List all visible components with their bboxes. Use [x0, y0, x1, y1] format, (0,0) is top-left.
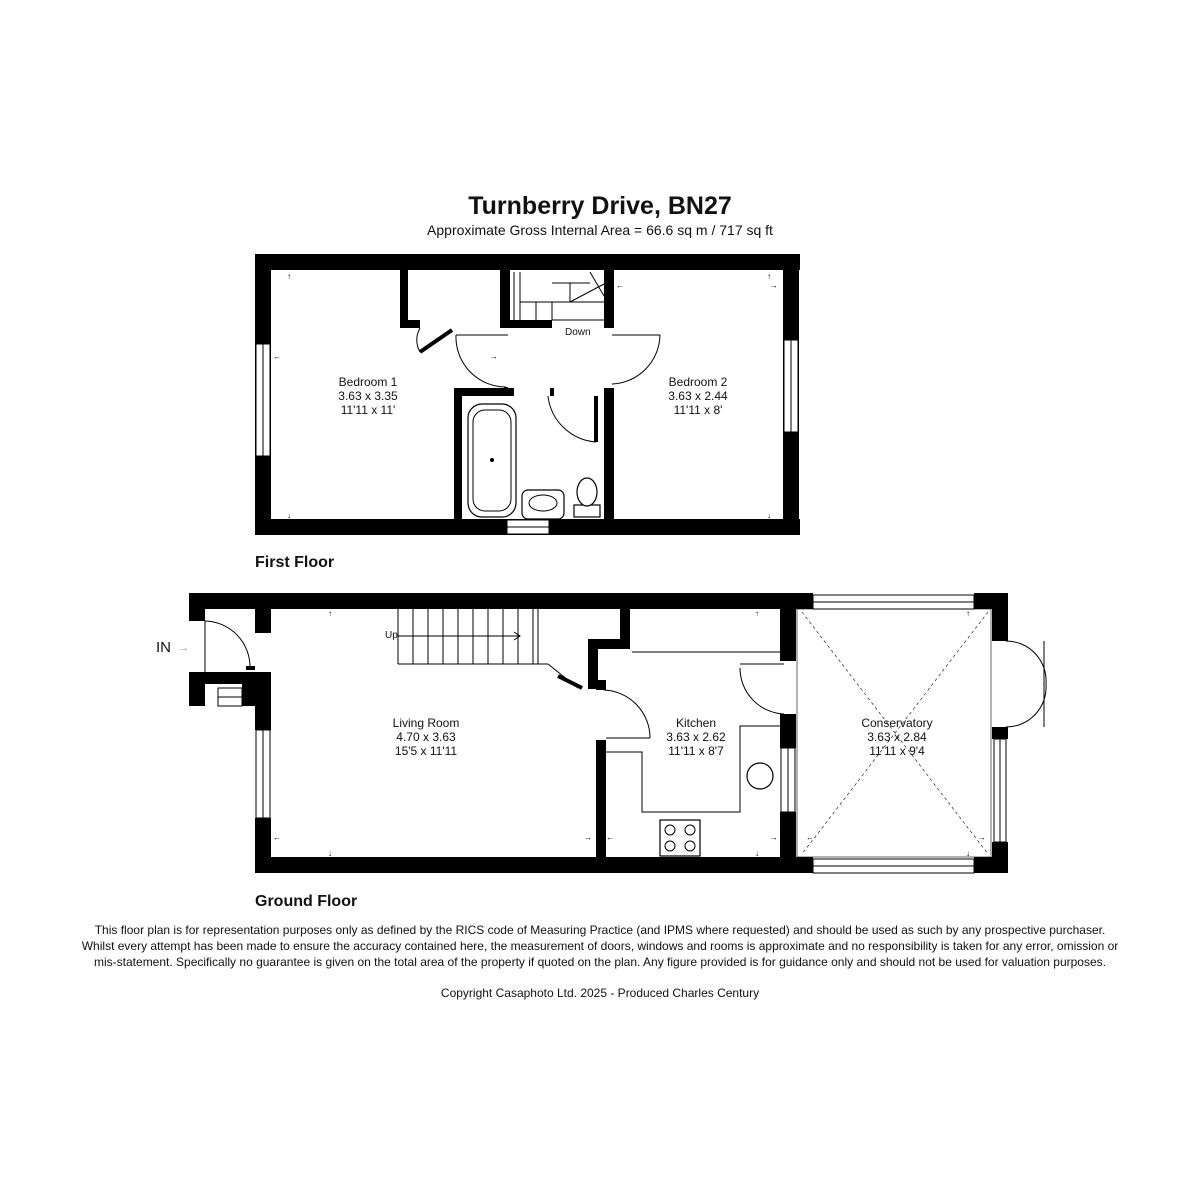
svg-text:→: →: [490, 352, 498, 361]
svg-text:↓: ↓: [755, 849, 759, 858]
svg-text:←: ←: [606, 833, 614, 842]
bedroom1-metric: 3.63 x 3.35: [338, 389, 398, 403]
bedroom2-name: Bedroom 2: [668, 375, 728, 389]
svg-text:→: →: [770, 833, 778, 842]
bedroom2-metric: 3.63 x 2.44: [668, 389, 728, 403]
svg-text:↑: ↑: [767, 272, 771, 281]
conservatory-name: Conservatory: [861, 716, 933, 730]
kitchen-name: Kitchen: [675, 716, 717, 730]
first-floor-wall-top: [255, 254, 800, 270]
svg-text:↓: ↓: [966, 849, 970, 858]
conservatory-metric: 3.63 x 2.84: [867, 730, 927, 744]
ground-floor-stairs: [398, 609, 578, 688]
disclaimer-text: This floor plan is for representation purposes only as defined by the RICS code of Measuring Practice (and IPMS where requested) and should be used as such by any prospective purchaser. Whilst every attempt has been made to ensure the accuracy contained here, the measurement of doors, windows and rooms is approximate and no responsibility is taken for any error, omission or mis-statement. Specifically no guarantee is given on the total area of the property if quoted on the plan. Any figure provided is for guidance only and should not be used for valuation purposes.: [81, 923, 1119, 969]
bedroom1-name: Bedroom 1: [338, 375, 398, 389]
svg-text:←: ←: [273, 352, 281, 361]
basin-icon: [522, 490, 564, 519]
svg-text:→: →: [584, 833, 592, 842]
copyright-text: Copyright Casaphoto Ltd. 2025 - Produced Charles Century: [440, 986, 760, 1000]
entrance-arrow-icon: →: [178, 642, 189, 654]
svg-text:→: →: [770, 281, 778, 290]
svg-text:↓: ↓: [328, 849, 332, 858]
ground-floor-stairs-label: Up: [385, 630, 398, 641]
svg-text:↓: ↓: [767, 511, 771, 520]
kitchen-metric: 3.63 x 2.62: [666, 730, 726, 744]
svg-text:←: ←: [806, 833, 814, 842]
conservatory-imperial: 11'11 x 9'4: [869, 744, 925, 758]
kitchen-imperial: 11'11 x 8'7: [668, 744, 724, 758]
bedroom2-imperial: 11'11 x 8': [673, 403, 723, 417]
ground-floor-label: Ground Floor: [255, 893, 358, 910]
hob-icon: [660, 820, 700, 856]
ground-floor-plan: [156, 593, 1046, 910]
first-floor-stairs: [514, 272, 604, 320]
entrance-label: IN: [156, 639, 171, 656]
living-room-imperial: 15'5 x 11'11: [394, 744, 458, 758]
bedroom1-imperial: 11'11 x 11': [340, 403, 396, 417]
sink-icon: [747, 763, 773, 789]
first-floor-plan: [255, 254, 800, 571]
living-room-name: Living Room: [392, 716, 460, 730]
svg-text:←: ←: [616, 281, 624, 290]
first-floor-label: First Floor: [255, 554, 335, 571]
plan-subtitle: Approximate Gross Internal Area = 66.6 sq m / 717 sq ft: [427, 222, 773, 238]
living-room-metric: 4.70 x 3.63: [396, 730, 456, 744]
svg-text:↓: ↓: [287, 511, 291, 520]
plan-title: Turnberry Drive, BN27: [468, 192, 732, 220]
svg-text:↑: ↑: [755, 609, 759, 618]
svg-text:↑: ↑: [966, 609, 970, 618]
svg-text:←: ←: [273, 833, 281, 842]
first-floor-stairs-label: Down: [565, 327, 591, 338]
svg-text:→: →: [978, 833, 986, 842]
toilet-icon: [574, 505, 600, 517]
svg-text:↑: ↑: [287, 272, 291, 281]
svg-text:↑: ↑: [328, 609, 332, 618]
